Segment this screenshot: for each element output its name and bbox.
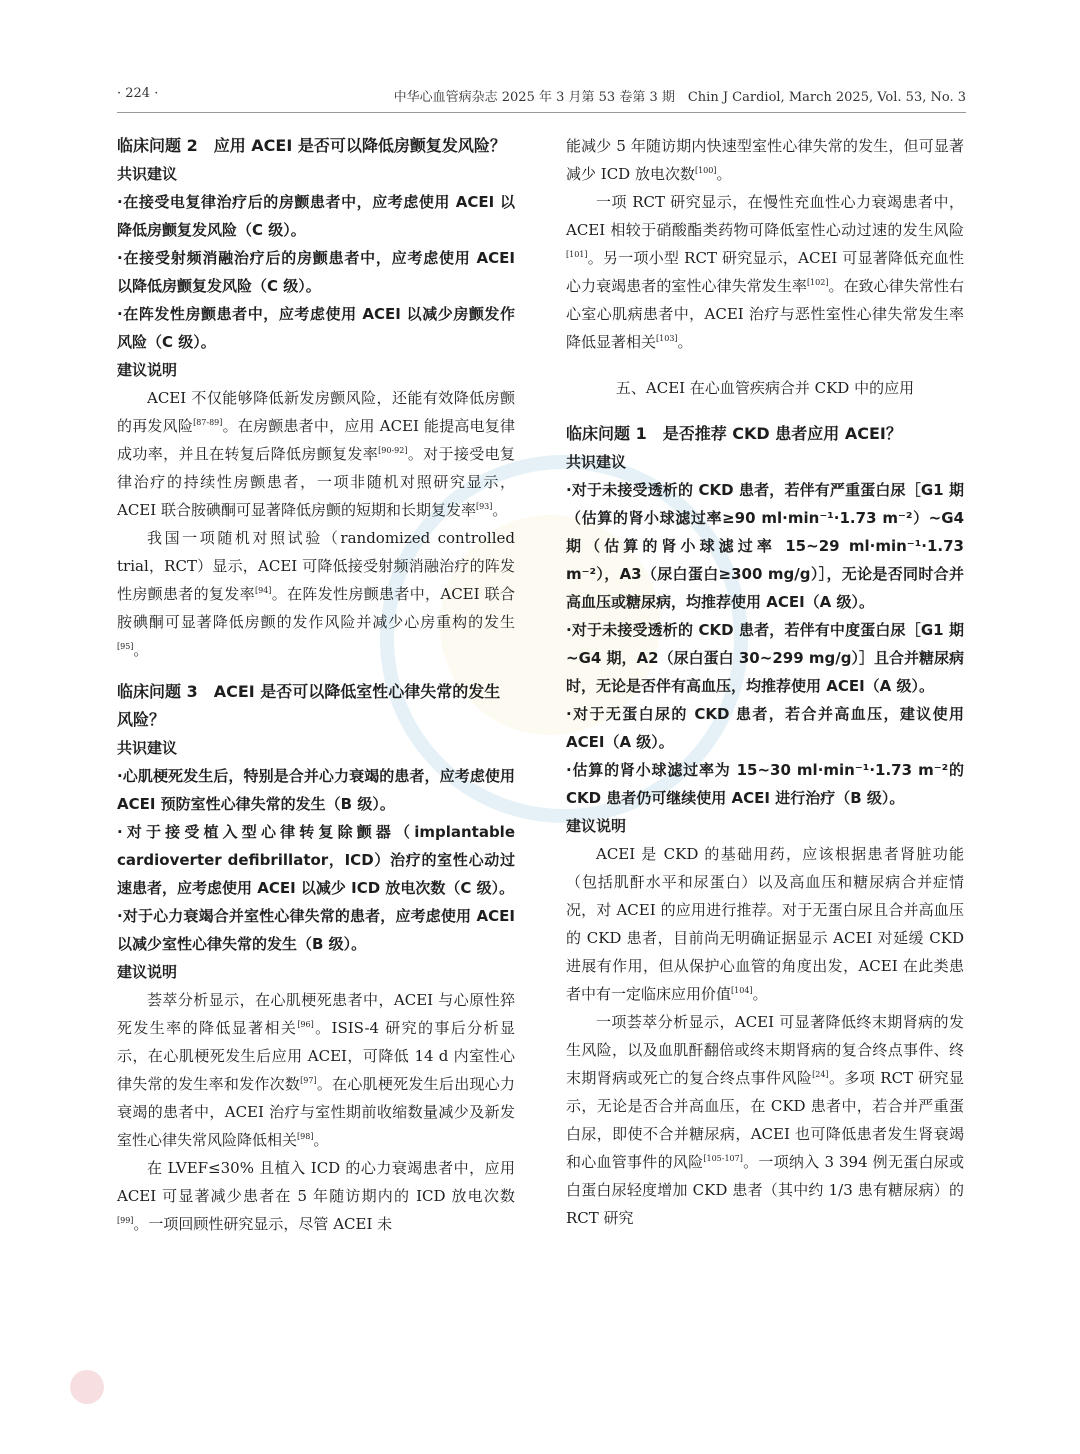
ckd-recommendation-2: ·对于未接受透析的 CKD 患者，若伴有中度蛋白尿［G1 期~G4 期，A2（尿白蛋白 30~299 mg/g）］且合并糖尿病时，无论是否伴有高血压，均推荐使用 ACEI（A 级）。	[566, 621, 964, 695]
ckd-recommendation-3: ·对于无蛋白尿的 CKD 患者，若合并高血压，建议使用 ACEI（A 级）。	[566, 705, 964, 751]
q3-recommendation-3: ·对于心力衰竭合并室性心律失常的患者，应考虑使用 ACEI 以减少室性心律失常的发生（B 级）。	[117, 907, 515, 953]
header-rule	[117, 112, 966, 113]
q3-paragraph-2: 在 LVEF≤30% 且植入 ICD 的心力衰竭患者中，应用 ACEI 可显著减少患者在 5 年随访期内的 ICD 放电次数[99]。一项回顾性研究显示，尽管 ACEI 未	[117, 1159, 515, 1233]
citation: [98]	[297, 1132, 314, 1141]
right-column	[566, 132, 964, 1232]
ckd-paragraph-1: ACEI 是 CKD 的基础用药，应该根据患者肾脏功能（包括肌酐水平和尿蛋白）以及高血压和糖尿病合并症情况，对 ACEI 的应用进行推荐。对于无蛋白尿且合并高血压的 CKD 患者，目前尚无明确证据显示 ACEI 对延缓 CKD 进展有作用，但从保护心血管的角度出发，ACEI 在此类患者中有一定临床应用价值[104]。	[566, 845, 964, 1003]
citation: [103]	[656, 334, 678, 343]
rct-paragraph: 一项 RCT 研究显示，在慢性充血性心力衰竭患者中，ACEI 相较于硝酸酯类药物可降低室性心动过速的发生风险[101]。另一项小型 RCT 研究显示，ACEI 可显著降低充血性心力衰竭患者的室性心律失常发生率[102]。在致心律失常性右心室心肌病患者中，ACEI 治疗与恶性室性心律失常发生率降低显著相关[103]。	[566, 193, 964, 351]
q2-paragraph-2: 我国一项随机对照试验（randomized controlled trial，RCT）显示，ACEI 可降低接受射频消融治疗的阵发性房颤患者的复发率[94]。在阵发性房颤患者中，ACEI 联合胺碘酮可显著降低房颤的发作风险并减少心房重构的发生[95]。	[117, 529, 515, 659]
citation: [93]	[475, 502, 493, 511]
q2-title: 临床问题 2 应用 ACEI 是否可以降低房颤复发风险？	[117, 136, 506, 155]
citation: [102]	[806, 278, 829, 287]
journal-citation: 中华心血管病杂志 2025 年 3 月第 53 卷第 3 期 Chin J Cardiol, March 2025, Vol. 53, No. 3	[393, 90, 966, 105]
citation: [24]	[812, 1070, 829, 1079]
running-header	[117, 86, 966, 110]
q2-explanation-label: 建议说明	[117, 361, 178, 379]
q3-explanation-label: 建议说明	[117, 963, 178, 981]
ckd-paragraph-2: 一项荟萃分析显示，ACEI 可显著降低终末期肾病的发生风险，以及血肌酐翻倍或终末期肾病的复合终点事件、终末期肾病或死亡的复合终点事件风险[24]。多项 RCT 研究显示，无论是否合并高血压，在 CKD 患者中，若合并严重蛋白尿，即使不合并糖尿病，ACEI 也可降低患者发生肾衰竭和心血管事件的风险[105-107]。一项纳入 3 394 例无蛋白尿或白蛋白尿轻度增加 CKD 患者（其中约 1/3 患有糖尿病）的 RCT 研究	[566, 1013, 964, 1227]
citation: [94]	[254, 586, 272, 595]
q2-paragraph-1: ACEI 不仅能够降低新发房颤风险，还能有效降低房颤的再发风险[87-89]。在房颤患者中，应用 ACEI 能提高电复律成功率，并且在转复后降低房颤复发率[90-92]。对于接受电复律治疗的持续性房颤患者，一项非随机对照研究显示，ACEI 联合胺碘酮可显著降低房颤的短期和长期复发率[93]。	[117, 389, 515, 519]
ckd-recommendation-4: ·估算的肾小球滤过率为 15~30 ml·min⁻¹·1.73 m⁻²的 CKD 患者仍可继续使用 ACEI 进行治疗（B 级）。	[566, 761, 964, 807]
left-column	[117, 132, 515, 1238]
ckd-recommendation-1: ·对于未接受透析的 CKD 患者，若伴有严重蛋白尿［G1 期（估算的肾小球滤过率≥90 ml·min⁻¹·1.73 m⁻²）~G4 期（估算的肾小球滤过率 15~29 ml·min⁻¹·1.73 m⁻²），A3（尿白蛋白≥300 mg/g）］，无论是否同时合并高血压或糖尿病，均推荐使用 ACEI（A 级）。	[566, 481, 964, 611]
q2-recommendation-2: ·在接受射频消融治疗后的房颤患者中，应考虑使用 ACEI 以降低房颤复发风险（C 级）。	[117, 249, 515, 295]
citation: [104]	[731, 986, 753, 995]
q2-recommendation-3: ·在阵发性房颤患者中，应考虑使用 ACEI 以减少房颤发作风险（C 级）。	[117, 305, 515, 351]
citation: [90-92]	[378, 446, 408, 455]
continued-paragraph: 能减少 5 年随访期内快速型室性心律失常的发生，但可显著减少 ICD 放电次数[100]。	[566, 137, 964, 183]
citation: [101]	[566, 250, 588, 259]
ckd-consensus-label: 共识建议	[566, 453, 627, 471]
q2-recommendation-1: ·在接受电复律治疗后的房颤患者中，应考虑使用 ACEI 以降低房颤复发风险（C 级）。	[117, 193, 515, 239]
q3-consensus-label: 共识建议	[117, 739, 178, 757]
publisher-logo	[70, 1368, 490, 1408]
citation: [97]	[300, 1076, 317, 1085]
q2-consensus-label: 共识建议	[117, 165, 178, 183]
publisher-seal-icon	[70, 1370, 104, 1404]
ckd-explanation-label: 建议说明	[566, 817, 627, 835]
citation: [95]	[117, 642, 134, 651]
citation: [99]	[117, 1216, 134, 1225]
q3-title: 临床问题 3 ACEI 是否可以降低室性心律失常的发生风险？	[117, 682, 501, 729]
page-number: · 224 ·	[117, 86, 159, 101]
q3-recommendation-1: ·心肌梗死发生后，特别是合并心力衰竭的患者，应考虑使用 ACEI 预防室性心律失常的发生（B 级）。	[117, 767, 515, 813]
q3-paragraph-1: 荟萃分析显示，在心肌梗死患者中，ACEI 与心原性猝死发生率的降低显著相关[96]。ISIS-4 研究的事后分析显示，在心肌梗死发生后应用 ACEI，可降低 14 d 内室性心律失常的发生率和发作次数[97]。在心肌梗死发生后出现心力衰竭的患者中，ACEI 治疗与室性期前收缩数量减少及新发室性心律失常风险降低相关[98]。	[117, 991, 515, 1149]
ckd-q1-title: 临床问题 1 是否推荐 CKD 患者应用 ACEI？	[566, 424, 902, 443]
q3-recommendation-2: ·对于接受植入型心律转复除颤器（implantable cardioverter defibrillator，ICD）治疗的室性心动过速患者，应考虑使用 ACEI 以减少 ICD 放电次数（C 级）。	[117, 823, 515, 897]
citation: [105-107]	[703, 1154, 743, 1163]
citation: [87-89]	[193, 418, 223, 427]
citation: [96]	[297, 1020, 314, 1029]
section-5-title: 五、ACEI 在心血管疾病合并 CKD 中的应用	[615, 379, 915, 397]
citation: [100]	[694, 166, 717, 175]
